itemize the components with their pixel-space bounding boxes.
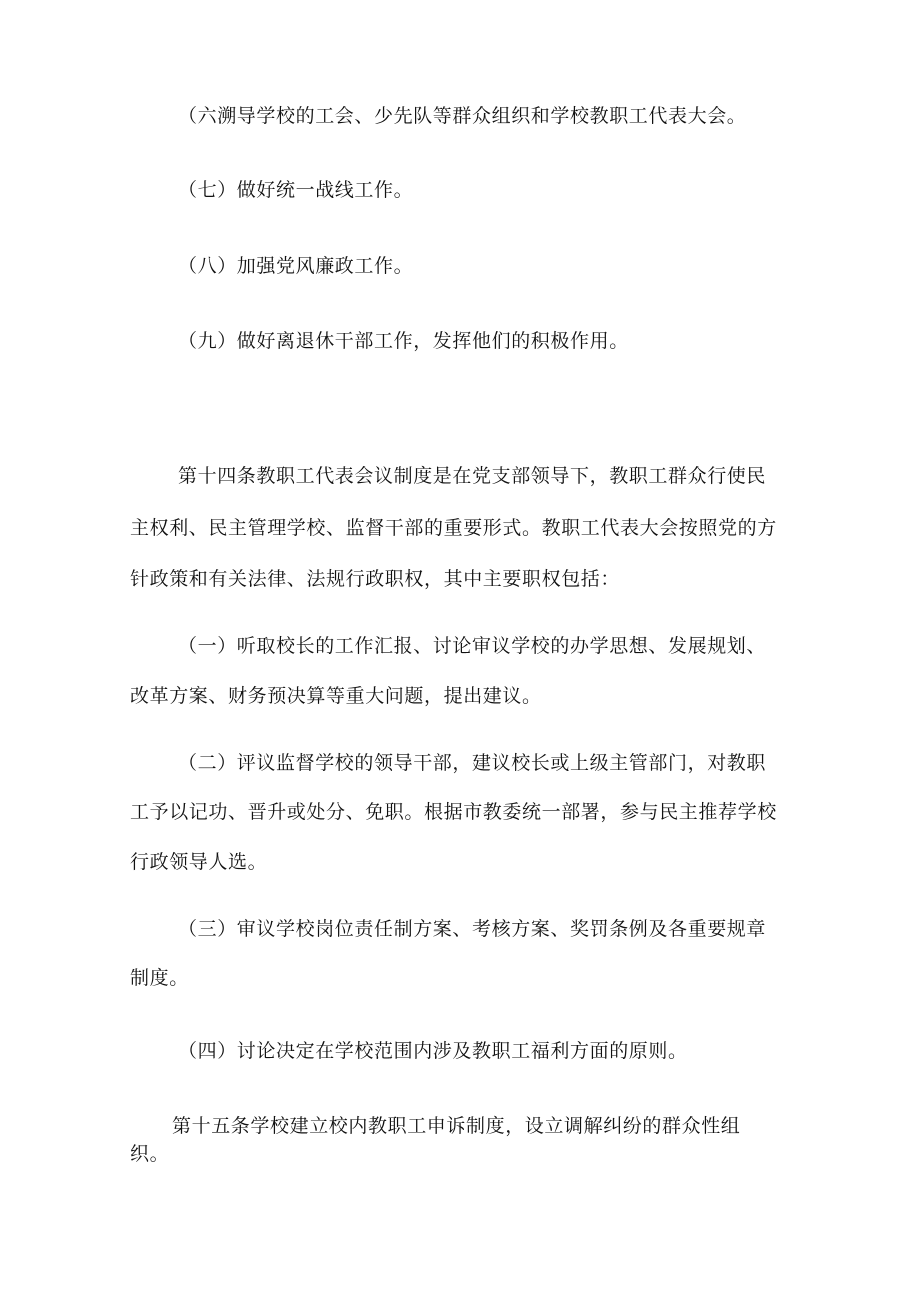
- item-eight: （八）加强党风廉政工作。: [178, 255, 414, 277]
- power-4-line-1: （四）讨论决定在学校范围内涉及教职工福利方面的原则。: [178, 1040, 688, 1062]
- power-2-line-3: 行政领导人选。: [130, 851, 268, 873]
- article-14-line-2: 主权利、民主管理学校、监督干部的重要形式。教职工代表大会按照党的方: [130, 517, 777, 539]
- item-six: （六溯导学校的工会、少先队等群众组织和学校教职工代表大会。: [178, 105, 747, 127]
- article-14-line-1: 第十四条教职工代表会议制度是在党支部领导下，教职工群众行使民: [178, 465, 767, 487]
- article-15-line-2: 织。: [130, 1143, 170, 1165]
- article-14-line-3: 针政策和有关法律、法规行政职权，其中主要职权包括：: [130, 568, 621, 590]
- item-seven: （七）做好统一战线工作。: [178, 179, 414, 201]
- article-15-line-1: 第十五条学校建立校内教职工申诉制度，设立调解纠纷的群众性组: [172, 1115, 741, 1137]
- item-nine: （九）做好离退休干部工作，发挥他们的积极作用。: [178, 330, 629, 352]
- power-1-line-2: 改革方案、财务预决算等重大问题，提出建议。: [130, 685, 542, 707]
- power-2-line-2: 工予以记功、晋升或处分、免职。根据市教委统一部署，参与民主推荐学校: [130, 801, 777, 823]
- power-2-line-1: （二）评议监督学校的领导干部，建议校长或上级主管部门，对教职: [178, 752, 767, 774]
- power-3-line-2: 制度。: [130, 967, 189, 989]
- power-1-line-1: （一）听取校长的工作汇报、讨论审议学校的办学思想、发展规划、: [178, 635, 767, 657]
- power-3-line-1: （三）审议学校岗位责任制方案、考核方案、奖罚条例及各重要规章: [178, 918, 767, 940]
